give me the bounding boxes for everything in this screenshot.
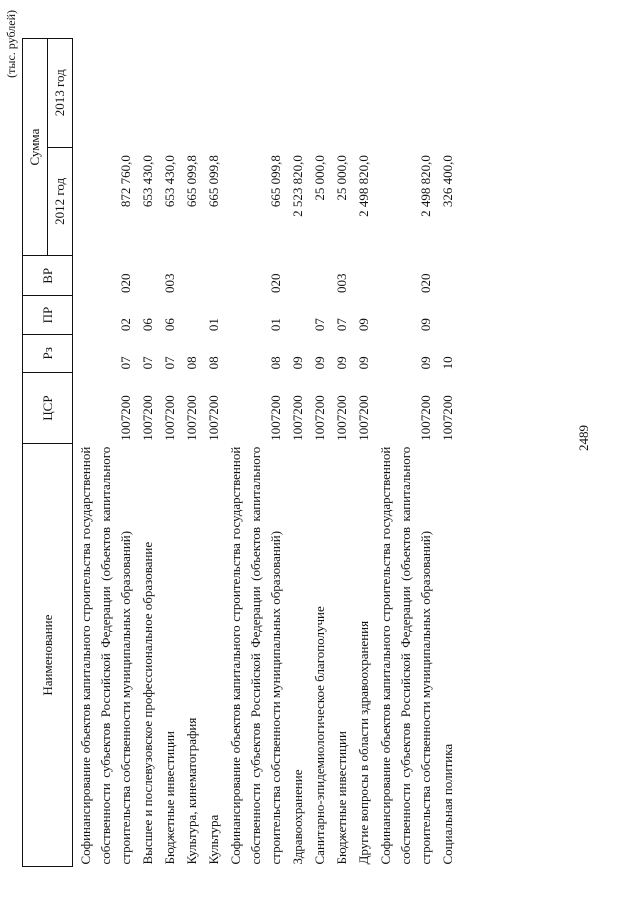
row-sum-2013 <box>203 39 225 148</box>
header-year-2013: 2013 год <box>48 39 73 148</box>
row-rz: 08 <box>184 356 199 370</box>
row-vr: 003 <box>162 273 177 293</box>
row-name: Культура <box>206 814 221 865</box>
header-csr: ЦСР <box>23 372 73 443</box>
row-name: Софинансирование объектов капитального строительства государственной собственности субъектов Российской Федерации (объектов капитального строительства собственности муниципальных образований) <box>228 446 283 865</box>
row-vr <box>181 256 203 296</box>
row-sum-2012: 25 000,0 <box>312 155 327 201</box>
row-csr: 1007200 <box>162 395 177 441</box>
row-pr: 01 <box>268 318 283 332</box>
row-name: Здравоохранение <box>290 769 305 865</box>
row-sum-2012: 665 099,8 <box>206 155 221 208</box>
row-sum-2012: 25 000,0 <box>334 155 349 201</box>
row-name: Софинансирование объектов капитального строительства государственной собственности субъектов Российской Федерации (объектов капитального строительства собственности муниципальных образований) <box>78 446 133 865</box>
row-vr <box>137 256 159 296</box>
row-rz: 09 <box>356 356 371 370</box>
table-row <box>353 39 375 867</box>
row-vr <box>203 256 225 296</box>
row-pr <box>287 296 309 334</box>
row-pr: 07 <box>334 318 349 332</box>
row-name: Культура, кинематография <box>184 717 199 865</box>
row-sum-2012: 665 099,8 <box>184 155 199 208</box>
row-csr: 1007200 <box>206 395 221 441</box>
row-sum-2012: 2 523 820,0 <box>290 155 305 217</box>
table-row <box>437 39 459 867</box>
budget-table <box>22 38 459 867</box>
row-rz: 07 <box>162 356 177 370</box>
header-sum: Сумма <box>23 39 48 256</box>
row-vr: 003 <box>334 273 349 293</box>
unit-label: (тыс. рублей) <box>4 10 18 78</box>
table-row <box>137 39 159 867</box>
row-sum-2013 <box>73 39 138 148</box>
row-name: Софинансирование объектов капитального строительства государственной собственности субъектов Российской Федерации (объектов капитального строительства собственности муниципальных образований) <box>378 446 433 865</box>
header-vr: ВР <box>23 256 73 296</box>
row-csr: 1007200 <box>312 395 327 441</box>
row-sum-2013 <box>353 39 375 148</box>
row-csr: 1007200 <box>290 395 305 441</box>
row-pr: 09 <box>356 318 371 332</box>
header-pr: ПР <box>23 296 73 334</box>
table-row <box>159 39 181 867</box>
row-sum-2012: 665 099,8 <box>268 155 283 208</box>
table-body <box>73 39 460 867</box>
row-rz: 08 <box>268 356 283 370</box>
header-name: Наименование <box>23 444 73 867</box>
row-sum-2012: 653 430,0 <box>140 155 155 208</box>
row-pr: 01 <box>206 318 221 332</box>
row-csr: 1007200 <box>184 395 199 441</box>
row-sum-2013 <box>287 39 309 148</box>
row-rz: 08 <box>206 356 221 370</box>
row-pr <box>437 296 459 334</box>
row-name: Санитарно-эпидемиологическое благополучие <box>312 606 327 865</box>
table-row <box>203 39 225 867</box>
row-pr: 06 <box>162 318 177 332</box>
row-sum-2013 <box>159 39 181 148</box>
table-row <box>73 39 138 867</box>
row-csr: 1007200 <box>140 395 155 441</box>
row-vr <box>437 256 459 296</box>
row-sum-2013 <box>137 39 159 148</box>
table-row <box>225 39 287 867</box>
row-csr: 1007200 <box>334 395 349 441</box>
row-pr: 07 <box>312 318 327 332</box>
row-pr: 09 <box>418 318 433 332</box>
row-sum-2012: 2 498 820,0 <box>356 155 371 217</box>
row-sum-2013 <box>375 39 437 148</box>
row-sum-2013 <box>225 39 287 148</box>
row-csr: 1007200 <box>440 395 455 441</box>
row-rz: 10 <box>440 356 455 370</box>
row-name: Высшее и послевузовское профессиональное образование <box>140 541 155 865</box>
table-row <box>181 39 203 867</box>
row-name: Другие вопросы в области здравоохранения <box>356 620 371 865</box>
table-row <box>309 39 331 867</box>
row-name: Социальная политика <box>440 743 455 865</box>
row-vr: 020 <box>118 273 133 293</box>
row-vr <box>287 256 309 296</box>
row-pr <box>181 296 203 334</box>
row-pr: 02 <box>118 318 133 332</box>
row-rz: 09 <box>418 356 433 370</box>
row-sum-2013 <box>437 39 459 148</box>
row-rz: 07 <box>140 356 155 370</box>
row-csr: 1007200 <box>356 395 371 441</box>
row-name: Бюджетные инвестиции <box>162 731 177 865</box>
table-row <box>287 39 309 867</box>
row-csr: 1007200 <box>418 395 433 441</box>
header-year-2012: 2012 год <box>48 147 73 256</box>
row-rz: 07 <box>118 356 133 370</box>
row-sum-2012: 653 430,0 <box>162 155 177 208</box>
row-csr: 1007200 <box>118 395 133 441</box>
row-vr <box>353 256 375 296</box>
row-name: Бюджетные инвестиции <box>334 731 349 865</box>
table-row <box>331 39 353 867</box>
row-sum-2013 <box>331 39 353 148</box>
row-sum-2012: 2 498 820,0 <box>418 155 433 217</box>
row-pr: 06 <box>140 318 155 332</box>
row-sum-2013 <box>181 39 203 148</box>
row-csr: 1007200 <box>268 395 283 441</box>
row-sum-2012: 872 760,0 <box>118 155 133 208</box>
page-number: 2489 <box>576 425 591 451</box>
header-rz: Рз <box>23 334 73 372</box>
table-row <box>375 39 437 867</box>
row-vr: 020 <box>418 273 433 293</box>
row-sum-2012: 326 400,0 <box>440 155 455 208</box>
row-vr <box>309 256 331 296</box>
table-header <box>23 39 73 867</box>
row-rz: 09 <box>290 356 305 370</box>
row-vr: 020 <box>268 273 283 293</box>
row-rz: 09 <box>312 356 327 370</box>
row-sum-2013 <box>309 39 331 148</box>
row-rz: 09 <box>334 356 349 370</box>
